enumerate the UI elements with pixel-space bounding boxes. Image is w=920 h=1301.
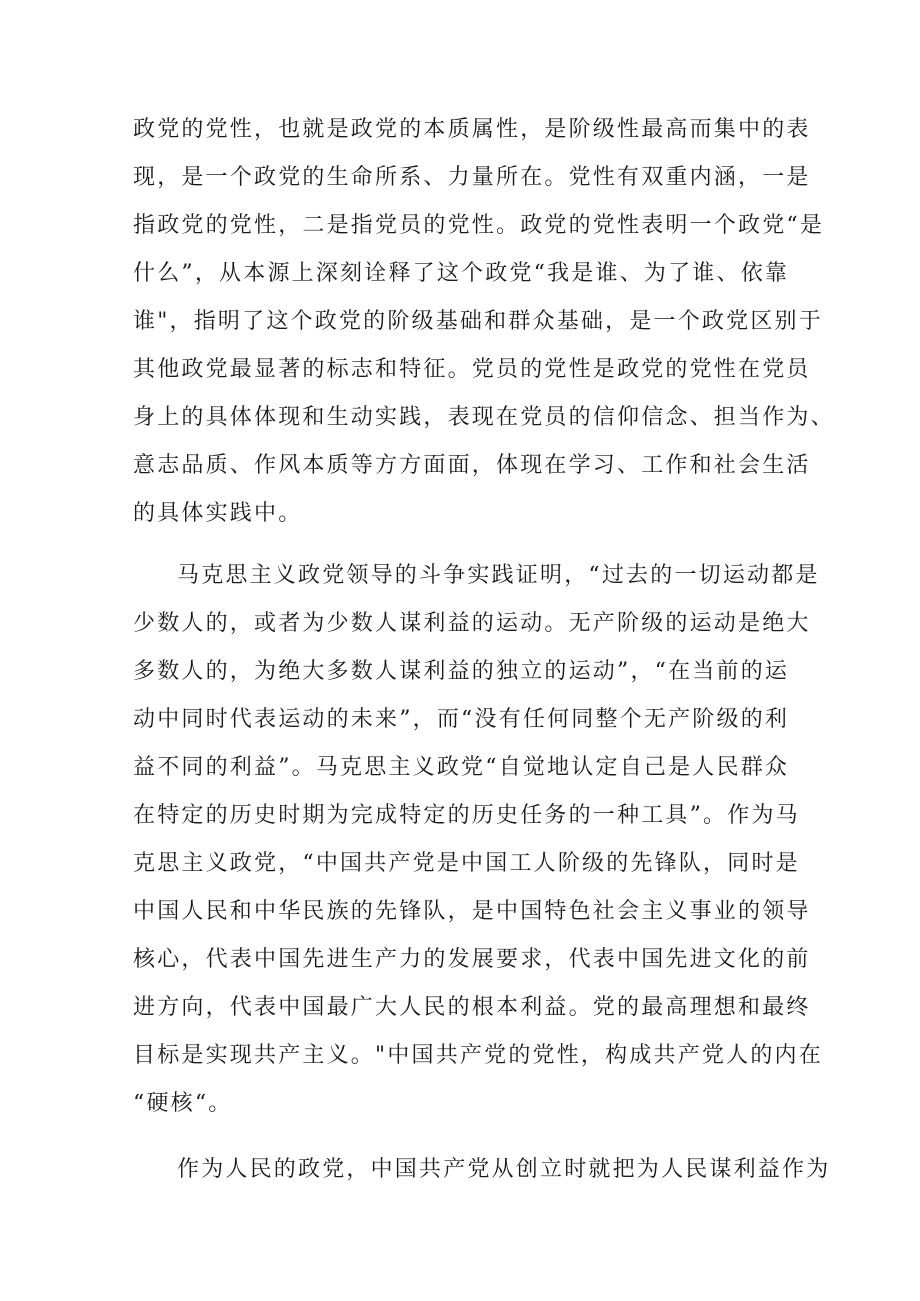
text-line-first: 马克思主义政党领导的斗争实践证明，“过去的一切运动都是 — [177, 563, 820, 588]
paragraph-people-party — [133, 1146, 831, 1194]
text-line: 益不同的利益”。马克思主义政党“自觉地认定自己是人民群众 — [133, 755, 790, 780]
text-line: 目标是实现共产主义。"中国共产党的党性，构成共产党人的内在 — [133, 1043, 823, 1068]
text-line: 其他政党最显著的标志和特征。党员的党性是政党的党性在党员 — [133, 357, 811, 382]
text-line-first: 作为人民的政党，中国共产党从创立时就把为人民谋利益作为 — [177, 1157, 831, 1182]
paragraph-party-nature — [133, 106, 835, 538]
text-line: 身上的具体体现和生动实践，表现在党员的信仰信念、担当作为、 — [133, 405, 835, 430]
text-line: 动中同时代表运动的未来”，而“没有任何同整个无产阶级的利 — [133, 707, 790, 732]
text-line: 多数人的，为绝大多数人谋利益的独立的运动”，“在当前的运 — [133, 659, 790, 684]
text-line: 什么”，从本源上深刻诠释了这个政党“我是谁、为了谁、依靠 — [133, 261, 790, 286]
text-line: 指政党的党性，二是指党员的党性。政党的党性表明一个政党“是 — [133, 213, 825, 238]
text-line: 现，是一个政党的生命所系、力量所在。党性有双重内涵，一是 — [133, 165, 811, 190]
text-line: 少数人的，或者为少数人谋利益的运动。无产阶级的运动是绝大 — [133, 611, 811, 636]
text-line: 谁"，指明了这个政党的阶级基础和群众基础，是一个政党区别于 — [133, 309, 823, 334]
text-line: 克思主义政党，“中国共产党是中国工人阶级的先锋队，同时是 — [133, 851, 800, 876]
text-line: 中国人民和中华民族的先锋队，是中国特色社会主义事业的领导 — [133, 899, 811, 924]
text-line: 进方向，代表中国最广大人民的根本利益。党的最高理想和最终 — [133, 995, 811, 1020]
text-line: 意志品质、作风本质等方方面面，体现在学习、工作和社会生活 — [133, 453, 811, 478]
text-line: 在特定的历史时期为完成特定的历史任务的一种工具”。作为马 — [133, 803, 800, 828]
text-line: 政党的党性，也就是政党的本质属性，是阶级性最高而集中的表 — [133, 117, 811, 142]
text-line: 核心，代表中国先进生产力的发展要求，代表中国先进文化的前 — [133, 947, 811, 972]
text-line: 的具体实践中。 — [133, 501, 303, 526]
text-line: “硬核“。 — [133, 1091, 233, 1116]
paragraph-marxist-party — [133, 552, 823, 1128]
